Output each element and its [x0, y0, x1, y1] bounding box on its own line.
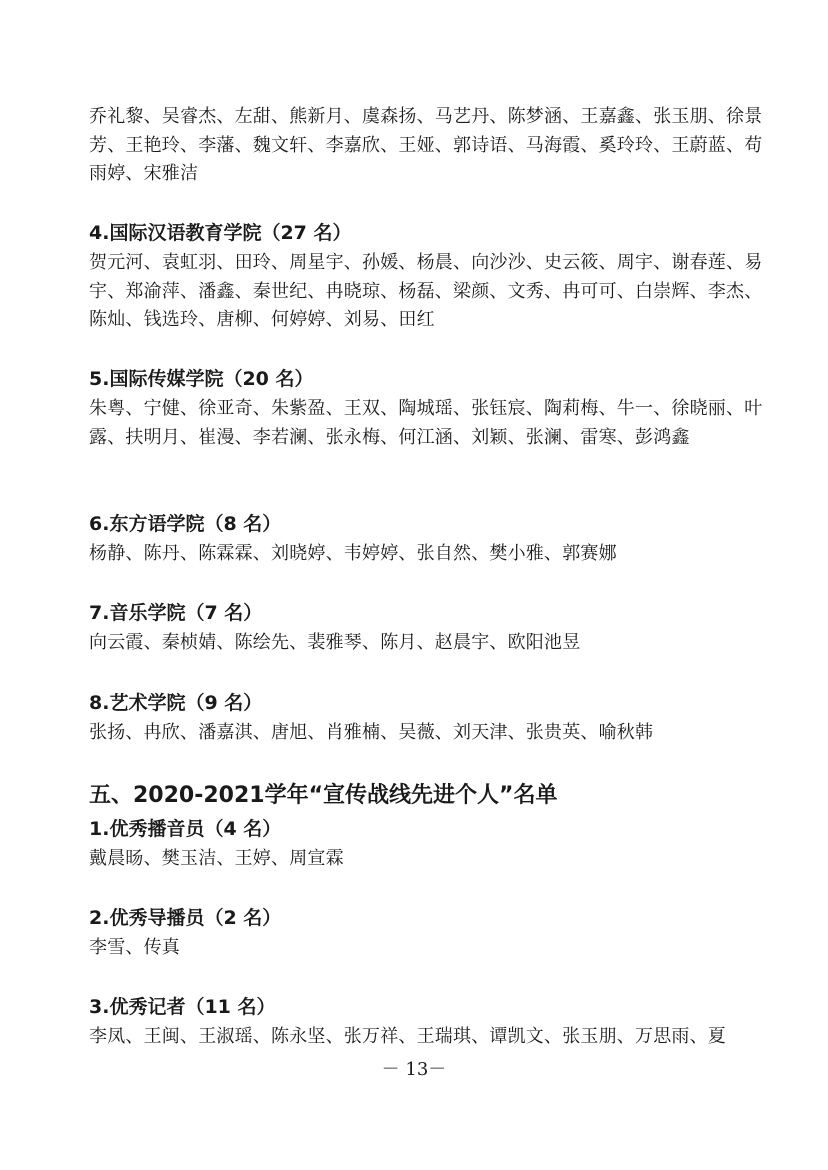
name-list-music: 向云霞、秦桢婧、陈绘先、裴雅琴、陈月、赵晨宇、欧阳池昱 [89, 632, 581, 653]
group-heading-international-chinese-education: 4.国际汉语教育学院（27 名） [89, 222, 352, 244]
group-heading-music: 7.音乐学院（7 名） [89, 602, 263, 624]
group-heading-best-reporter: 3.优秀记者（11 名） [89, 996, 276, 1018]
continued-name-list: 乔礼黎、吴睿杰、左甜、熊新月、虞森扬、马艺丹、陈梦涵、王嘉鑫、张玉朋、徐景芳、王艳玲、李藩、魏文轩、李嘉欣、王娅、郭诗语、马海霞、奚玲玲、王蔚蓝、苟雨婷、宋雅洁 [89, 106, 763, 184]
name-list-art: 张扬、冉欣、潘嘉淇、唐旭、肖雅楠、吴薇、刘天津、张贵英、喻秋韩 [89, 722, 654, 743]
name-list-best-director: 李雪、传真 [89, 937, 180, 958]
section-title: 五、2020-2021学年“宣传战线先进个人”名单 [89, 783, 558, 808]
name-list-international-chinese-education: 贺元河、袁虹羽、田玲、周星宇、孙媛、杨晨、向沙沙、史云筱、周宇、谢春莲、易宇、郑渝萍、潘鑫、秦世纪、冉晓琼、杨磊、梁颜、文秀、冉可可、白崇辉、李杰、陈灿、钱选玲、唐柳、何婷婷、刘易、田红 [89, 252, 763, 330]
name-list-oriental-languages: 杨静、陈丹、陈霖霖、刘晓婷、韦婷婷、张自然、樊小雅、郭赛娜 [89, 543, 617, 564]
group-heading-international-media: 5.国际传媒学院（20 名） [89, 368, 314, 390]
name-list-international-media: 朱粤、宁健、徐亚奇、朱紫盈、王双、陶城瑶、张钰宸、陶莉梅、牛一、徐晓丽、叶露、扶明月、崔漫、李若澜、张永梅、何江涵、刘颖、张澜、雷寒、彭鸿鑫 [89, 398, 763, 448]
name-list-best-reporter: 李凤、王闽、王淑瑶、陈永坚、张万祥、王瑞琪、谭凯文、张玉朋、万思雨、夏 [89, 1026, 726, 1047]
group-heading-art: 8.艺术学院（9 名） [89, 692, 263, 714]
page-number: － 13－ [381, 1059, 447, 1080]
group-heading-best-announcer: 1.优秀播音员（4 名） [89, 818, 282, 840]
group-heading-oriental-languages: 6.东方语学院（8 名） [89, 513, 282, 535]
name-list-best-announcer: 戴晨旸、樊玉洁、王婷、周宣霖 [89, 848, 344, 869]
group-heading-best-director: 2.优秀导播员（2 名） [89, 907, 282, 929]
